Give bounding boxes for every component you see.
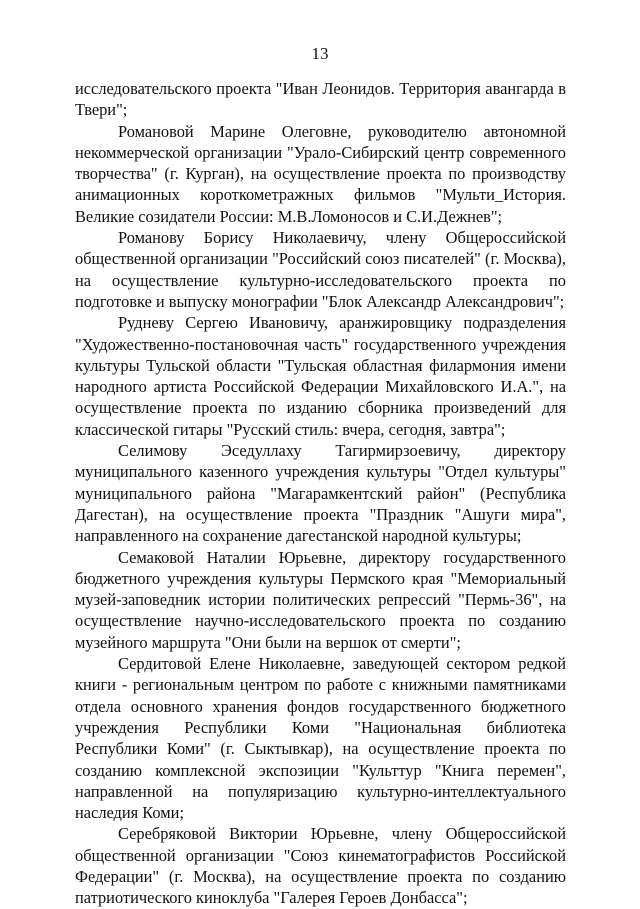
paragraph-rudnev: Рудневу Сергею Ивановичу, аранжировщику подразделения "Художественно-постановочная часть" государственного учреждения культуры Тульской области "Тульская областная филармония имени народного артиста Российской Федерации Михайловского И.А.", на осуществление проекта по изданию сборника произведений для классической гитары "Русский стиль: вчера, сегодня, завтра";: [75, 313, 566, 439]
document-body: [75, 78, 566, 909]
paragraph-continuation: исследовательского проекта "Иван Леонидов. Территория авангарда в Твери";: [75, 79, 566, 120]
paragraph-serebryakova: Серебряковой Виктории Юрьевне, члену Общероссийской общественной организации "Союз кинематографистов Российской Федерации" (г. Москва), на осуществление проекта по созданию патриотического киноклуба "Галерея Героев Донбасса";: [75, 824, 566, 908]
page-number: 13: [311, 44, 329, 63]
paragraph-romanov: Романову Борису Николаевичу, члену Общероссийской общественной организации "Российский союз писателей" (г. Москва), на осуществление культурно-исследовательского проекта по подготовке и выпуску монографии "Блок Александр Александрович";: [75, 228, 566, 311]
paragraph-serditova: Сердитовой Елене Николаевне, заведующей сектором редкой книги - региональным центром по работе с книжными памятниками отдела основного хранения фондов государственного бюджетного учреждения Республики Коми "Национальная библиотека Республики Коми" (г. Сыктывкар), на осуществление проекта по созданию комплексной экспозиции "Культтур "Книга перемен", направленной на популяризацию культурно-интеллектуального наследия Коми;: [75, 654, 566, 823]
paragraph-semakova: Семаковой Наталии Юрьевне, директору государственного бюджетного учреждения культуры Пермского края "Мемориальный музей-заповедник истории политических репрессий "Пермь-36", на осуществление научно-исследовательского проекта по созданию музейного маршрута "Они были на вершок от смерти";: [75, 547, 566, 652]
paragraph-selimov: Селимову Эседуллаху Тагирмирзоевичу, директору муниципального казенного учреждения культуры "Отдел культуры" муниципального района "Магарамкентский район" (Республика Дагестан), на осуществление проекта "Праздник "Ашуги мира", направленного на сохранение дагестанской народной культуры;: [75, 441, 566, 546]
paragraph-romanova: Романовой Марине Олеговне, руководителю автономной некоммерческой организации "Урало-Сибирский центр современного творчества" (г. Курган), на осуществление проекта по производству анимационных короткометражных фильмов "Мульти_История. Великие созидатели России: М.В.Ломоносов и С.И.Дежнев";: [75, 121, 566, 226]
